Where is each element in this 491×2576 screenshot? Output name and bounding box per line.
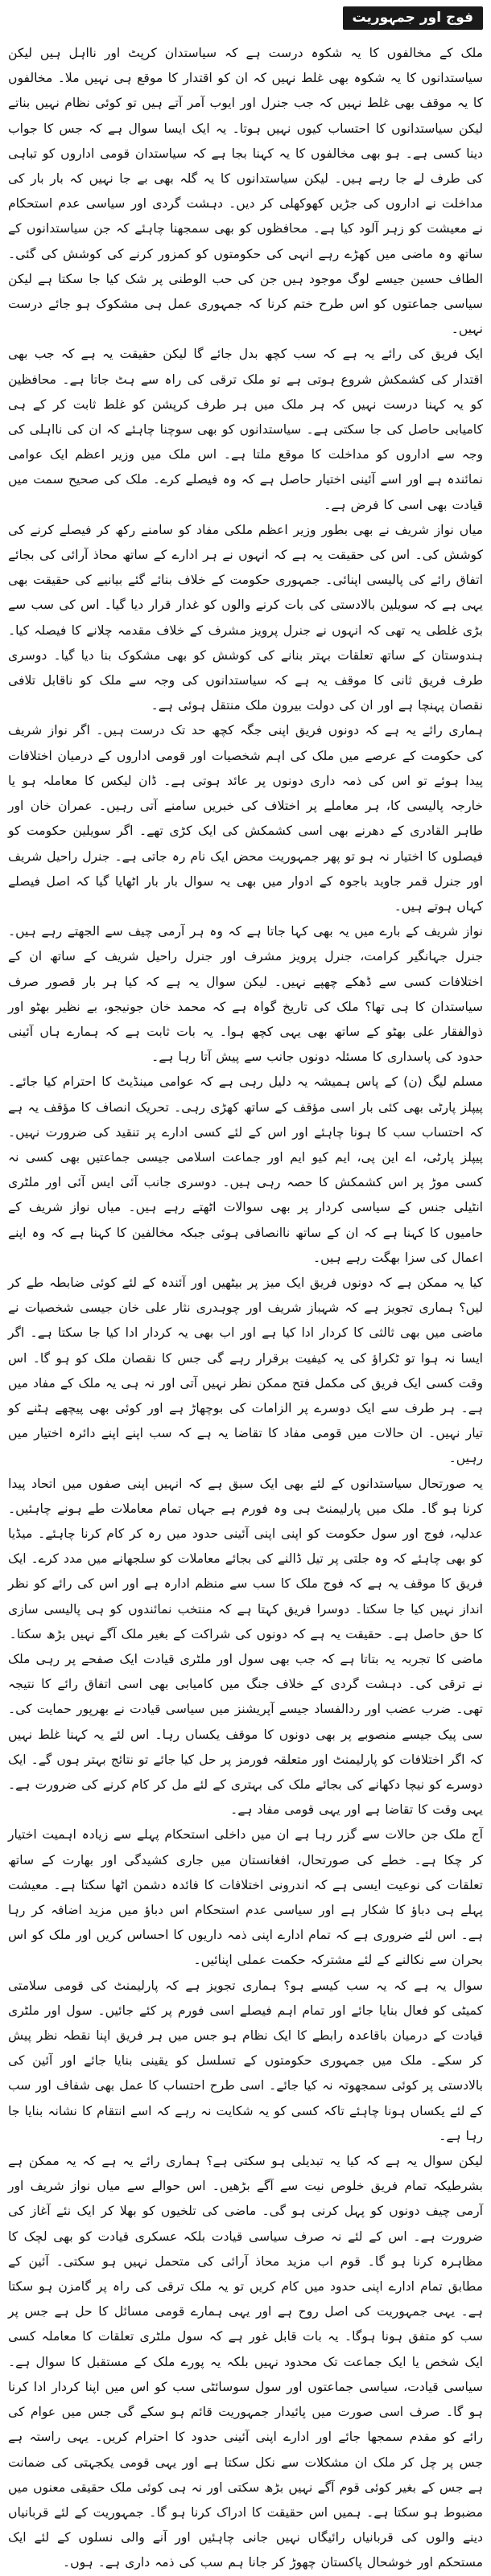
article-paragraph: لیکن سوال یہ ہے کہ کیا یہ تبدیلی ہو سکتی ہے؟ ہماری رائے یہ ہے کہ یہ ممکن ہے بشرطیکہ تمام فریق خلوص نیت سے آگے بڑھیں۔ اس حوالے سے میاں نواز شریف اور آرمی چیف دونوں کو پہل کرنی ہو گی۔ ماضی کی تلخیوں کو بھلا کر ایک نئے آغاز کی ضرورت ہے۔ اس کے لئے نہ صرف سیاسی قیادت بلکہ عسکری قیادت کو بھی لچک کا مظاہرہ کرنا ہو گا۔ قوم اب مزید محاذ آرائی کی متحمل نہیں ہو سکتی۔ آئین کے مطابق تمام ادارے اپنی حدود میں کام کریں تو یہ ملک ترقی کی راہ پر گامزن ہو سکتا ہے۔ یہی جمہوریت کی اصل روح ہے اور یہی ہمارے قومی مسائل کا حل ہے جس پر سب کو متفق ہونا ہوگا۔ یہ بات قابل غور ہے کہ سول ملٹری تعلقات کا معاملہ کسی ایک شخص یا ایک جماعت تک محدود نہیں بلکہ یہ پورے ملک کے مستقبل کا سوال ہے۔ سیاسی قیادت، سیاسی جماعتوں اور سول سوسائٹی سب کو اس میں اپنا کردار ادا کرنا ہو گا۔ صرف اسی صورت میں پائیدار جمہوریت قائم ہو سکے گی جس میں عوام کی رائے کو مقدم سمجھا جائے اور ادارے اپنی آئینی حدود کا احترام کریں۔ یہی راستہ ہے جس پر چل کر ملک ان مشکلات سے نکل سکتا ہے اور یہی قومی یکجہتی کی ضمانت ہے جس کے بغیر کوئی قوم آگے نہیں بڑھ سکتی اور نہ ہی کوئی ملک حقیقی معنوں میں مضبوط ہو سکتا ہے۔ ہمیں اس حقیقت کا ادراک کرنا ہو گا۔ جمہوریت کے لئے قربانیاں دینے والوں کی قربانیاں رائیگاں نہیں جانی چاہئیں اور آنے والی نسلوں کے لئے ایک مستحکم اور خوشحال پاکستان چھوڑ کر جانا ہم سب کی ذمہ داری ہے۔ ہوں۔	[8, 2154, 483, 2570]
article-paragraph: ماضی کا تجربہ یہ بتاتا ہے کہ جب بھی سول اور ملٹری قیادت ایک صفحے پر رہی ملک نے ترقی کی۔ دہشت گردی کے خلاف جنگ میں کامیابی بھی اسی اتفاق رائے کا نتیجہ تھی۔ ضرب عضب اور ردالفساد جیسے آپریشنز میں سیاسی قیادت نے بھرپور حمایت کی۔ سی پیک جیسے منصوبے پر بھی دونوں کا موقف یکساں رہا۔ اس لئے یہ کہنا غلط نہیں کہ اگر اختلافات کو پارلیمنٹ اور متعلقہ فورمز پر حل کیا جائے تو نتائج بہتر ہوں گے۔ ایک دوسرے کو نیچا دکھانے کی بجائے ملک کی بہتری کے لئے مل کر کام کرنے کی ضرورت ہے۔ یہی وقت کا تقاضا ہے اور یہی قومی مفاد ہے۔	[8, 1652, 483, 1818]
article-title: فوج اور جمہوریت	[343, 6, 484, 30]
article-paragraph: مسلم لیگ (ن) کے پاس ہمیشہ یہ دلیل رہی ہے کہ عوامی مینڈیٹ کا احترام کیا جائے۔ پیپلز پارٹی بھی کئی بار اسی مؤقف کے ساتھ کھڑی رہی۔ تحریک انصاف کا مؤقف یہ ہے کہ احتساب سب کا ہونا چاہئے اور اس کے لئے کسی ادارے پر تنقید کی ضرورت نہیں۔ پیپلز پارٹی، اے این پی، ایم کیو ایم اور جماعت اسلامی جیسی جماعتیں بھی کسی نہ کسی موڑ پر اس کشمکش کا حصہ رہی ہیں۔ دوسری جانب آئی ایس آئی اور ملٹری انٹیلی جنس کے سیاسی کردار پر بھی سوالات اٹھتے رہے ہیں۔ میاں نواز شریف کے حامیوں کا کہنا ہے کہ ان کے ساتھ ناانصافی ہوئی جبکہ مخالفین کا کہنا ہے کہ وہ اپنے اعمال کی سزا بھگت رہے ہیں۔	[8, 1074, 483, 1265]
article-paragraph: ملک کے مخالفوں کا یہ شکوہ درست ہے کہ سیاستدان کرپٹ اور نااہل ہیں لیکن سیاستدانوں کا یہ شکوہ بھی غلط نہیں کہ ان کو اقتدار کا موقع ہی نہیں ملا۔ مخالفوں کا یہ موقف بھی غلط نہیں کہ جب جنرل اور ایوب آمر آتے ہیں تو کوئی نظام نہیں بناتے لیکن سیاستدانوں کا احتساب کیوں نہیں ہوتا۔ یہ ایک ایسا سوال ہے کہ جس کا جواب دینا کسی ہے۔ ہو بھی مخالفوں کا یہ کہنا بجا ہے کہ سیاستدان قومی اداروں کو تباہی کی طرف لے جا رہے ہیں۔ لیکن سیاستدانوں کا یہ گلہ بھی بے جا نہیں کہ بار بار کی مداخلت نے اداروں کی جڑیں کھوکھلی کر دیں۔ دہشت گردی اور سیاسی عدم استحکام نے معیشت کو زہر آلود کیا ہے۔ محافظوں کو بھی سمجھنا چاہئے کہ جن سیاستدانوں کے ساتھ وہ ماضی میں کھڑے رہے انہی کی حکومتوں کو کمزور کرنے کی کوشش کی گئی۔ الطاف حسین جیسے لوگ موجود ہیں جن کی حب الوطنی پر شک کیا جا سکتا ہے لیکن سیاسی جماعتوں کو اس طرح ختم کرنا کہ جمہوری عمل ہی مشکوک ہو جائے درست نہیں۔	[8, 46, 483, 337]
article-paragraph: سوال یہ ہے کہ یہ سب کیسے ہو؟ ہماری تجویز ہے کہ پارلیمنٹ کی قومی سلامتی کمیٹی کو فعال بنایا جائے اور تمام اہم فیصلے اسی فورم پر کئے جائیں۔ سول اور ملٹری قیادت کے درمیان باقاعدہ رابطے کا ایک نظام ہو جس میں ہر فریق اپنا نقطہ نظر پیش کر سکے۔ ملک میں جمہوری حکومتوں کے تسلسل کو یقینی بنایا جائے اور آئین کی بالادستی پر کوئی سمجھوتہ نہ کیا جائے۔ اسی طرح احتساب کا عمل بھی شفاف اور سب کے لئے یکساں ہونا چاہئے تاکہ کسی کو یہ شکایت نہ رہے کہ اسے انتقام کا نشانہ بنایا جا رہا ہے۔	[8, 1978, 483, 2143]
article-paragraph: میاں نواز شریف نے بھی بطور وزیر اعظم ملکی مفاد کو سامنے رکھ کر فیصلے کرنے کی کوشش کی۔ اس کی حقیقت یہ ہے کہ انہوں نے ہر ادارے کے ساتھ محاذ آرائی کی بجائے اتفاق رائے کی پالیسی اپنائی۔ جمہوری حکومت کے خلاف بنائے گئے بیانیے کی حقیقت بھی یہی ہے کہ سویلین بالادستی کی بات کرنے والوں کو غدار قرار دیا گیا۔ اس کی سب سے بڑی غلطی یہ تھی کہ انہوں نے جنرل پرویز مشرف کے خلاف مقدمہ چلانے کا فیصلہ کیا۔ ہندوستان کے ساتھ تعلقات بہتر بنانے کی کوشش کو بھی مشکوک بنا دیا گیا۔ دوسری طرف فریق ثانی کا موقف یہ ہے کہ سیاستدانوں کی وجہ سے ملک کو ناقابل تلافی نقصان پہنچا ہے اور ان کی دولت بیرون ملک منتقل ہوئی ہے۔	[8, 522, 483, 713]
article-paragraph: آج ملک جن حالات سے گزر رہا ہے ان میں داخلی استحکام پہلے سے زیادہ اہمیت اختیار کر چکا ہے۔ خطے کی صورتحال، افغانستان میں جاری کشیدگی اور بھارت کے ساتھ تعلقات کی نوعیت ایسی ہے کہ اندرونی اختلافات کا فائدہ دشمن اٹھا سکتا ہے۔ معیشت پہلے ہی دباؤ کا شکار ہے اور سیاسی عدم استحکام اس دباؤ میں مزید اضافہ کر رہا ہے۔ اس لئے ضروری ہے کہ تمام ادارے اپنی ذمہ داریوں کا احساس کریں اور ملک کو اس بحران سے نکالنے کے لئے مشترکہ حکمت عملی اپنائیں۔	[8, 1827, 483, 1968]
article-body	[8, 41, 483, 2576]
article-paragraph: ایک فریق کی رائے یہ ہے کہ سب کچھ بدل جائے گا لیکن حقیقت یہ ہے کہ جب بھی اقتدار کی کشمکش شروع ہوتی ہے تو ملک ترقی کی راہ سے ہٹ جاتا ہے۔ محافظین کو یہ کہنا درست نہیں کہ ہر ملک میں ہر طرف کرپشن کو غلط ثابت کر کے ہی کامیابی حاصل کی جا سکتی ہے۔ سیاستدانوں کو بھی سوچنا چاہئے کہ ان کی نااہلی کی وجہ سے اداروں کو مداخلت کا موقع ملتا ہے۔ اس ملک میں وزیر اعظم ایک عوامی نمائندہ ہے اور اسے آئینی اختیار حاصل ہے کہ وہ فیصلے کرے۔ ملک کی صحیح سمت میں قیادت بھی اسی کا فرض ہے۔	[8, 347, 483, 512]
article-paragraph: نواز شریف کے بارے میں یہ بھی کہا جاتا ہے کہ وہ ہر آرمی چیف سے الجھتے رہے ہیں۔ جنرل جہانگیر کرامت، جنرل پرویز مشرف اور جنرل راحیل شریف کے ساتھ ان کے اختلافات کسی سے ڈھکے چھپے نہیں۔ لیکن سوال یہ ہے کہ کیا ہر بار قصور صرف سیاستدان کا ہی تھا؟ ملک کی تاریخ گواہ ہے کہ محمد خان جونیجو، بے نظیر بھٹو اور ذوالفقار علی بھٹو کے ساتھ بھی یہی کچھ ہوا۔ یہ بات ثابت ہے کہ ہمارے ہاں آئینی حدود کی پاسداری کا مسئلہ دونوں جانب سے پیش آتا رہا ہے۔	[8, 924, 483, 1065]
article-paragraph: ہماری رائے یہ ہے کہ دونوں فریق اپنی جگہ کچھ حد تک درست ہیں۔ اگر نواز شریف کی حکومت کے عرصے میں ملک کی اہم شخصیات اور قومی اداروں کے درمیان اختلافات پیدا ہوئے تو اس کی ذمہ داری دونوں پر عائد ہوتی ہے۔ ڈان لیکس کا معاملہ ہو یا خارجہ پالیسی کا، ہر معاملے پر اختلاف کی خبریں سامنے آتی رہیں۔ عمران خان اور طاہر القادری کے دھرنے بھی اسی کشمکش کی ایک کڑی تھے۔ اگر سویلین حکومت کو فیصلوں کا اختیار نہ ہو تو پھر جمہوریت محض ایک نام رہ جاتی ہے۔ جنرل راحیل شریف اور جنرل قمر جاوید باجوہ کے ادوار میں بھی یہ سوال بار بار اٹھایا گیا کہ اصل فیصلے کہاں ہوتے ہیں۔	[8, 723, 483, 914]
article-paragraph: یہ صورتحال سیاستدانوں کے لئے بھی ایک سبق ہے کہ انہیں اپنی صفوں میں اتحاد پیدا کرنا ہو گا۔ ملک میں پارلیمنٹ ہی وہ فورم ہے جہاں تمام معاملات طے ہونے چاہئیں۔ عدلیہ، فوج اور سول حکومت کو اپنی اپنی آئینی حدود میں رہ کر کام کرنا چاہئے۔ میڈیا کو بھی چاہئے کہ وہ جلتی پر تیل ڈالنے کی بجائے معاملات کو سلجھانے میں مدد کرے۔ ایک فریق کا موقف یہ ہے کہ فوج ملک کا سب سے منظم ادارہ ہے اور اس کی رائے کو نظر انداز نہیں کیا جا سکتا۔ دوسرا فریق کہتا ہے کہ منتخب نمائندوں کو ہی پالیسی سازی کا حق حاصل ہے۔ حقیقت یہ ہے کہ دونوں کی شراکت کے بغیر ملک آگے نہیں بڑھ سکتا۔	[8, 1476, 483, 1641]
article-paragraph: کیا یہ ممکن ہے کہ دونوں فریق ایک میز پر بیٹھیں اور آئندہ کے لئے کوئی ضابطہ طے کر لیں؟ ہماری تجویز ہے کہ شہباز شریف اور چوہدری نثار علی خان جیسی شخصیات نے ماضی میں بھی ثالثی کا کردار ادا کیا ہے اور اب بھی یہ کردار ادا کیا جا سکتا ہے۔ اگر ایسا نہ ہوا تو ٹکراؤ کی یہ کیفیت برقرار رہے گی جس کا نقصان ملک کو ہو گا۔ اس وقت کسی ایک فریق کی مکمل فتح ممکن نظر نہیں آتی اور نہ ہی یہ ملک کے مفاد میں ہے۔ ہر طرف سے ایک دوسرے پر الزامات کی بوچھاڑ ہے اور کوئی بھی پیچھے ہٹنے کو تیار نہیں۔ ان حالات میں قومی مفاد کا تقاضا یہ ہے کہ سب اپنے اپنے دائرہ اختیار میں رہیں۔	[8, 1275, 483, 1466]
article-header	[8, 3, 483, 35]
